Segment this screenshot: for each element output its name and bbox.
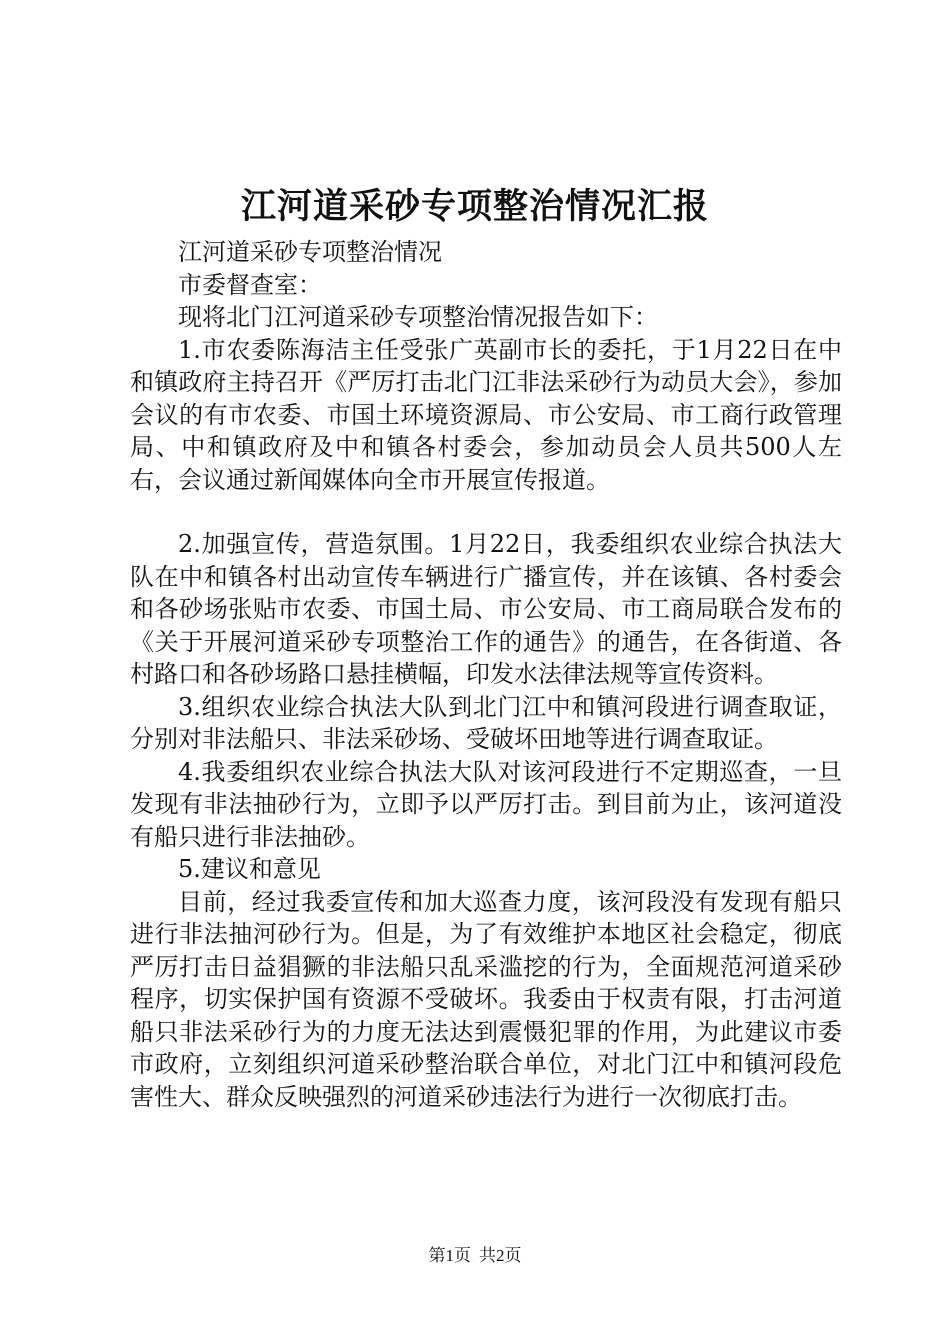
page-footer xyxy=(0,1244,950,1268)
paragraph-item-3: 3.组织农业综合执法大队到北门江中和镇河段进行调查取证，分别对非法船只、非法采砂场、受破坏田地等进行调查取证。 xyxy=(130,692,842,753)
page-total: 共2页 xyxy=(479,1246,522,1265)
paragraph-recipient: 市委督查室： xyxy=(178,270,322,299)
page-number: 第1页 xyxy=(428,1246,471,1265)
paragraph-subtitle: 江河道采砂专项整治情况 xyxy=(178,238,442,266)
paragraph-item-4: 4.我委组织农业综合执法大队对该河段进行不定期巡查，一旦发现有非法抽砂行为，立即予以严厉打击。到目前为止，该河道没有船只进行非法抽砂。 xyxy=(130,757,842,851)
paragraph-suggestion: 目前，经过我委宣传和加大巡查力度，该河段没有发现有船只进行非法抽河砂行为。但是，为了有效维护本地区社会稳定，彻底严厉打击日益猖獗的非法船只乱采滥挖的行为，全面规范河道采砂程序，切实保护国有资源不受破坏。我委由于权责有限，打击河道船只非法采砂行为的力度无法达到震慑犯罪的作用，为此建议市委市政府，立刻组织河道采砂整治联合单位，对北门江中和镇河段危害性大、群众反映强烈的河道采砂违法行为进行一次彻底打击。 xyxy=(130,887,842,1111)
paragraph-item-1: 1.市农委陈海洁主任受张广英副市长的委托，于1月22日在中和镇政府主持召开《严厉打击北门江非法采砂行为动员大会》，参加会议的有市农委、市国土环境资源局、市公安局、市工商行政管理局、中和镇政府及中和镇各村委会，参加动员会人员共500人左右，会议通过新闻媒体向全市开展宣传报道。 xyxy=(130,335,842,494)
paragraph-item-5-heading: 5.建议和意见 xyxy=(178,855,321,883)
paragraph-intro: 现将北门江河道采砂专项整治情况报告如下： xyxy=(178,303,658,331)
paragraph-item-2: 2.加强宣传，营造氛围。1月22日，我委组织农业综合执法大队在中和镇各村出动宣传车辆进行广播宣传，并在该镇、各村委会和各砂场张贴市农委、市国土局、市公安局、市工商局联合发布的《关于开展河道采砂专项整治工作的通告》的通告，在各街道、各村路口和各砂场路口悬挂横幅，印发水法律法规等宣传资料。 xyxy=(130,530,842,688)
document-title: 江河道采砂专项整治情况汇报 xyxy=(240,186,709,227)
document-body xyxy=(130,236,842,1113)
